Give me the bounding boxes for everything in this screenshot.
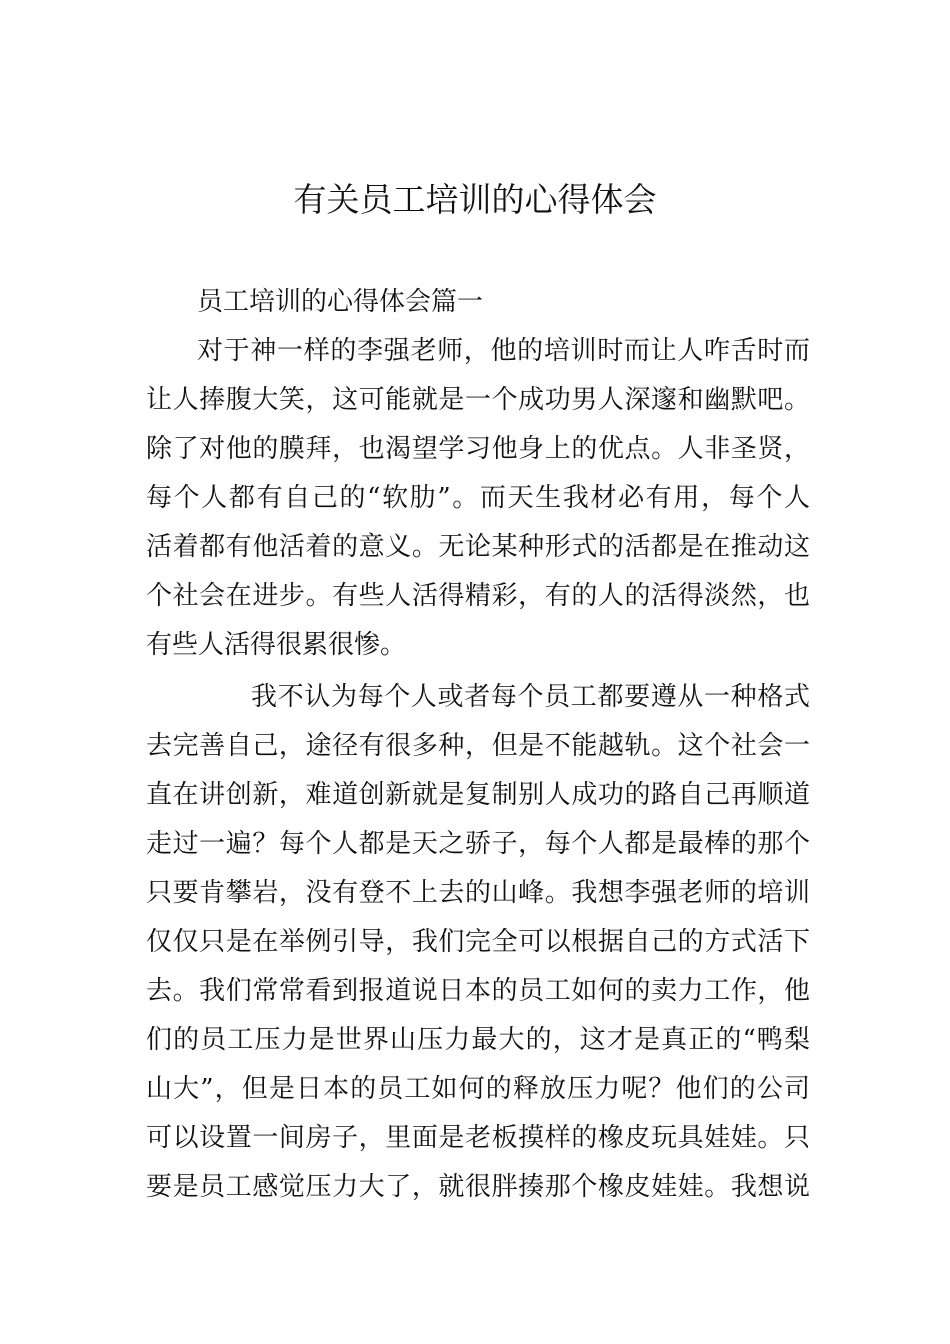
paragraph-line: 去。我们常常看到报道说日本的员工如何的卖力工作，他: [146, 976, 810, 1006]
paragraph-line: 只要肯攀岩，没有登不上去的山峰。我想李强老师的培训: [146, 878, 810, 908]
paragraph-line: 可以设置一间房子，里面是老板摸样的橡皮玩具娃娃。只: [146, 1123, 810, 1153]
paragraph-line: 仅仅只是在举例引导，我们完全可以根据自己的方式活下: [146, 927, 810, 957]
paragraph-line: 去完善自己，途径有很多种，但是不能越轨。这个社会一: [146, 731, 810, 761]
section-heading: 员工培训的心得体会篇一: [197, 287, 484, 317]
paragraph-line: 每个人都有自己的“软肋”。而天生我材必有用，每个人: [146, 483, 810, 513]
paragraph-line: 个社会在进步。有些人活得精彩，有的人的活得淡然，也: [146, 581, 810, 611]
paragraph-line: 我不认为每个人或者每个员工都要遵从一种格式: [251, 682, 810, 712]
paragraph-line: 要是员工感觉压力大了，就很胖揍那个橡皮娃娃。我想说: [146, 1172, 810, 1202]
paragraph-line: 让人捧腹大笑，这可能就是一个成功男人深邃和幽默吧。: [146, 385, 810, 415]
paragraph-line: 走过一遍？每个人都是天之骄子，每个人都是最棒的那个: [146, 829, 810, 859]
paragraph-line: 直在讲创新，难道创新就是复制别人成功的路自己再顺道: [146, 780, 810, 810]
paragraph-line: 有些人活得很累很惨。: [146, 630, 407, 660]
document-title: 有关员工培训的心得体会: [293, 180, 657, 219]
paragraph-line: 山大”，但是日本的员工如何的释放压力呢？他们的公司: [146, 1074, 810, 1104]
paragraph-line: 除了对他的膜拜，也渴望学习他身上的优点。人非圣贤，: [146, 434, 810, 464]
paragraph-line: 对于神一样的李强老师，他的培训时而让人咋舌时而: [197, 336, 810, 366]
paragraph-line: 活着都有他活着的意义。无论某种形式的活都是在推动这: [146, 532, 810, 562]
paragraph-line: 们的员工压力是世界山压力最大的，这才是真正的“鸭梨: [146, 1025, 810, 1055]
